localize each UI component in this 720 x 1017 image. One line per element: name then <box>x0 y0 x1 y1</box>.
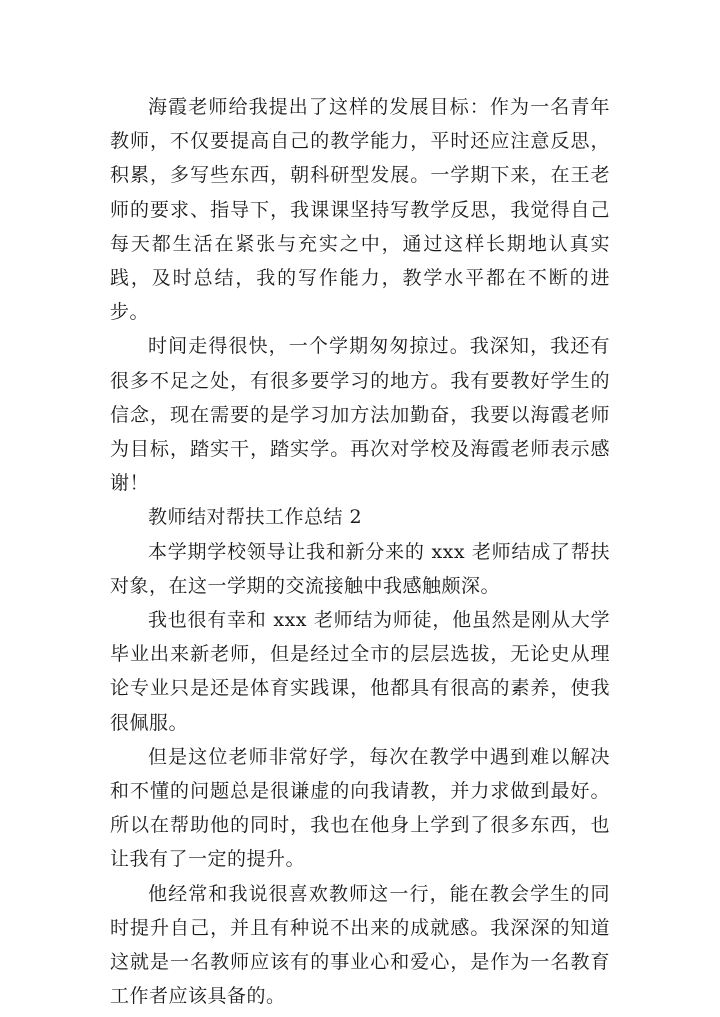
paragraph-career: 他经常和我说很喜欢教师这一行，能在教会学生的同时提升自己，并且有种说不出来的成就感。我深深的知道这就是一名教师应该有的事业心和爱心，是作为一名教育工作者应该具备的。 <box>110 882 610 1008</box>
document-body <box>110 90 610 1013</box>
paragraph-intro: 本学期学校领导让我和新分来的 xxx 老师结成了帮扶对象，在这一学期的交流接触中我感触颇深。 <box>110 540 610 597</box>
paragraph-mentor: 我也很有幸和 xxx 老师结为师徒，他虽然是刚从大学毕业出来新老师，但是经过全市的层层选拔，无论史从理论专业只是还是体育实践课，他都具有很高的素养，使我很佩服。 <box>110 609 610 734</box>
paragraph-goal: 海霞老师给我提出了这样的发展目标：作为一名青年教师，不仅要提高自己的教学能力，平时还应注意反思，积累，多写些东西，朝科研型发展。一学期下来，在王老师的要求、指导下，我课课坚持写教学反思，我觉得自己每天都生活在紧张与充实之中，通过这样长期地认真实践，及时总结，我的写作能力，教学水平都在不断的进步。 <box>110 96 610 324</box>
section-heading: 教师结对帮扶工作总结 2 <box>148 506 363 529</box>
paragraph-learning: 但是这位老师非常好学，每次在教学中遇到难以解决和不懂的问题总是很谦虚的向我请教，并力求做到最好。所以在帮助他的同时，我也在他身上学到了很多东西，也让我有了一定的提升。 <box>110 745 610 871</box>
paragraph-thanks: 时间走得很快，一个学期匆匆掠过。我深知，我还有很多不足之处，有很多要学习的地方。我有要教好学生的信念，现在需要的是学习加方法加勤奋，我要以海霞老师为目标，踏实干，踏实学。再次对学校及海霞老师表示感谢！ <box>110 335 610 495</box>
